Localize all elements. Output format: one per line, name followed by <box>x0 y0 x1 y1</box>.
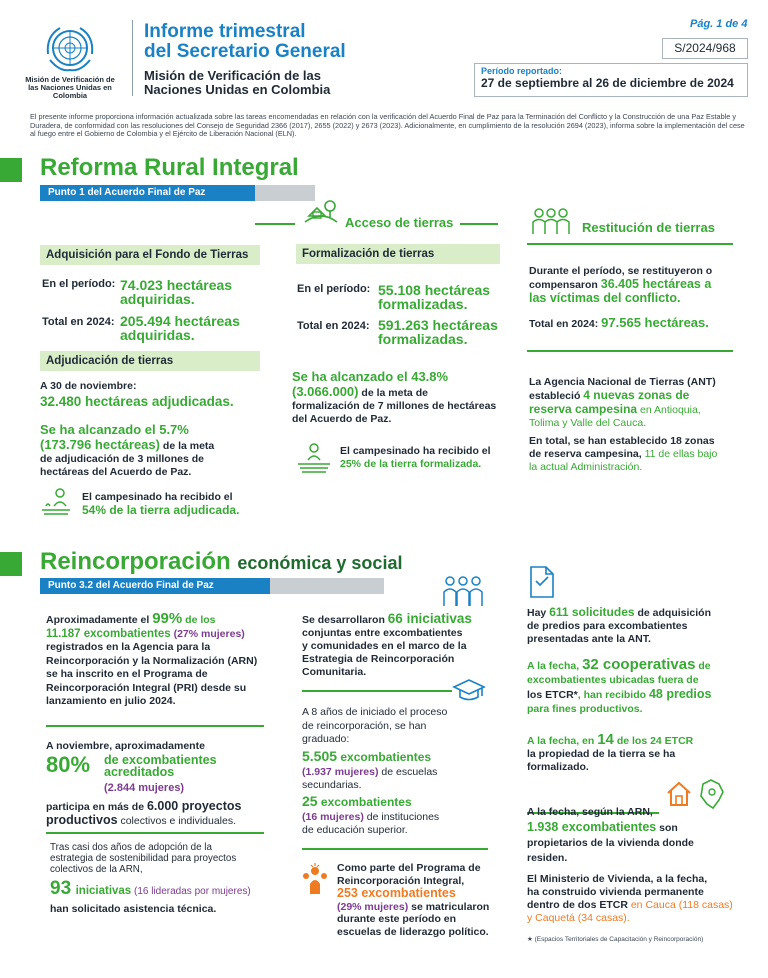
c1-g: lanzamiento en julio 2024. <box>46 695 176 707</box>
ant-zonas: 4 nuevas zonas de <box>583 388 690 402</box>
adj-date: A 30 de noviembre: <box>40 380 137 392</box>
c3-48: 48 predios <box>648 687 712 701</box>
c1-acreditados <box>104 754 217 778</box>
c1-exc2: acreditados <box>104 765 175 779</box>
c2-b: conjuntas entre excombatientes <box>302 627 463 639</box>
subtitle-line-1: Misión de Verificación de las <box>144 68 322 83</box>
c3-g: para fines productivos. <box>527 703 643 715</box>
c1-part-c: productivos <box>46 813 118 827</box>
adq-periodo-value <box>120 278 232 306</box>
c2-c: y comunidades en el marco de la <box>302 640 467 652</box>
c3-d1: A la fecha, <box>527 660 583 672</box>
rest-period-text <box>529 265 744 306</box>
c2-o: Como parte del Programa de <box>337 862 481 874</box>
form-campesinado <box>340 445 491 471</box>
ant-reserva: reserva campesina <box>529 402 638 416</box>
page-number: Pág. 1 de 4 <box>690 18 748 30</box>
c2-e: Comunitaria. <box>302 666 367 678</box>
c2-divider-1 <box>302 690 452 692</box>
c2-matricularon: se matricularon <box>408 900 490 913</box>
section-marker-rein <box>0 552 22 576</box>
zonas-total-text <box>529 435 744 474</box>
rein-c2-graduados <box>302 706 507 747</box>
section-title-rri: Reforma Rural Integral <box>40 154 299 181</box>
c2-s: durante este período en <box>337 913 457 925</box>
c2-g: de reincorporación, se han <box>302 719 427 732</box>
c3-a3: de adquisición <box>634 607 712 619</box>
c3-c: presentadas ante la ANT. <box>527 633 651 645</box>
c2-5505: 5.505 <box>302 748 338 764</box>
adj-meta <box>40 423 270 479</box>
c1-tras-a: Tras casi dos años de adopción de la <box>50 842 212 853</box>
ant-text <box>529 376 744 430</box>
rein-c3-etcr <box>527 733 742 774</box>
c3-j: formalizado. <box>527 761 589 773</box>
c3-14: 14 <box>597 731 614 748</box>
form-camp-pct: 25% de la tierra formalizada. <box>340 458 482 470</box>
c1-e: se ha inscrito en el Programa de <box>46 668 208 680</box>
c3-p: ha construido vivienda permanente <box>527 886 704 898</box>
adquisicion-heading: Adquisición para el Fondo de Tierras <box>40 245 260 265</box>
rein-c2-secundaria <box>302 750 507 793</box>
c1-exc1: de excombatientes <box>104 753 217 767</box>
form-total-value <box>378 318 498 346</box>
adq-total-label: Total en 2024: <box>42 316 115 328</box>
c3-n: residen. <box>527 852 568 864</box>
zonas-11: 11 de ellas bajo <box>644 448 718 460</box>
c1-93-num: 93 <box>50 878 72 899</box>
title-line-2: del Secretario General <box>144 41 346 62</box>
c1-93-lid: (16 lideradas por mujeres) <box>131 886 251 897</box>
form-meta-line3: formalización de 7 millones de hectáreas <box>292 400 497 412</box>
c3-h1: A la fecha, en <box>527 735 598 747</box>
form-periodo-value <box>378 283 490 311</box>
c1-a1: Aproximadamente el <box>46 614 153 626</box>
adj-camp-pct: 54% de la tierra adjudicada. <box>82 503 240 517</box>
farmer-field-icon <box>40 486 72 518</box>
rest-line2a: compensaron <box>529 279 601 291</box>
adq-periodo-value-2: adquiridas. <box>120 291 195 307</box>
document-reference: S/2024/968 <box>662 38 748 59</box>
section-tag-rri: Punto 1 del Acuerdo Final de Paz <box>40 185 315 201</box>
c1-part-a: participa en más de <box>46 801 147 813</box>
rein-c3-vivienda <box>527 805 742 866</box>
adjudicacion-heading: Adjudicación de tierras <box>40 351 260 371</box>
c3-e: excombatientes ubicadas fuera de <box>527 674 699 686</box>
speaker-group-icon <box>302 862 328 896</box>
un-emblem-logo <box>40 24 100 76</box>
c3-a1: Hay <box>527 607 550 619</box>
c1-f: Reincorporación Integral (PRI) desde su <box>46 681 247 694</box>
period-box <box>474 63 748 97</box>
c2-escuelas: de escuelas <box>378 765 438 778</box>
c3-caqueta: y Caquetá (34 casas). <box>527 912 630 924</box>
c2-p: Reincorporación Integral, <box>337 874 465 887</box>
c3-611: 611 solicitudes <box>549 605 635 619</box>
form-total-value-2: formalizadas. <box>378 331 468 347</box>
c3-k: A la fecha, según la ARN, <box>527 806 653 818</box>
adj-value: 32.480 hectáreas adjudicadas. <box>40 394 234 409</box>
c1-participa <box>46 800 276 828</box>
c2-d: Estrategia de Reincorporación <box>302 653 455 665</box>
c2-253: 253 excombatientes <box>337 886 456 900</box>
rest-victims: las víctimas del conflicto. <box>529 291 681 305</box>
c3-son: son <box>656 822 678 834</box>
acceso-line-right <box>460 223 498 225</box>
form-periodo-value-1: 55.108 hectáreas <box>378 282 491 298</box>
c1-2844: (2.844 mujeres) <box>104 782 185 794</box>
rein-c3-cooperativas <box>527 658 742 716</box>
graduation-cap-icon <box>452 678 486 702</box>
ant-tolima: Tolima y Valle del Cauca. <box>529 417 647 429</box>
c3-1938: 1.938 excombatientes <box>527 820 657 834</box>
ant-line2a: estableció <box>529 390 584 402</box>
adq-total-value-2: adquiridas. <box>120 327 195 343</box>
c2-16: (16 mujeres) <box>302 810 364 823</box>
c1-part-b: 6.000 proyectos <box>146 799 242 813</box>
c1-nov: A noviembre, aproximadamente <box>46 740 205 752</box>
c3-o: El Ministerio de Vivienda, a la fecha, <box>527 873 708 885</box>
acceso-line-left <box>255 223 295 225</box>
acceso-title: Acceso de tierras <box>345 215 454 230</box>
c3-cauca: en Cauca (118 casas) <box>630 899 733 911</box>
zonas-line1: En total, se han establecido 18 zonas <box>529 435 715 447</box>
team-icon <box>440 574 486 608</box>
rest-line1: Durante el período, se restituyeron o <box>529 265 713 277</box>
c1-tras-b: estrategia de sostenibilidad para proyectos <box>50 853 237 864</box>
c2-t: escuelas de liderazgo político. <box>337 925 489 938</box>
c1-80pct: 80% <box>46 752 91 777</box>
etcr-footnote: ★ (Espacios Territoriales de Capacitación y Reincorporación) <box>527 936 704 943</box>
zonas-admin: la actual Administración. <box>529 461 643 473</box>
c2-h: graduado: <box>302 733 350 745</box>
rein-c3-solicitudes <box>527 606 742 646</box>
c1-99pct: 99% <box>152 610 183 627</box>
c2-1937: (1.937 mujeres) <box>302 765 379 778</box>
form-meta-line4: del Acuerdo de Paz. <box>292 413 392 425</box>
form-meta <box>292 370 507 426</box>
section-tag-rein: Punto 3.2 del Acuerdo Final de Paz <box>40 578 384 594</box>
period-dates: 27 de septiembre al 26 de diciembre de 2024 <box>481 76 734 90</box>
ant-antioquia: en Antioquia, <box>637 404 701 416</box>
intro-paragraph: El presente informe proporciona información actualizada sobre las tareas encomendadas en relación con la verificación del Acuerdo Final de Paz para la Terminación del Conflicto y la Construcción de una Paz Estable y Duradera, de conformidad con las resoluciones del Consejo de Seguridad 2366 (2017), 2655 (2022) y 2673 (2023). Adicionalmente, en cumplimiento de la resolución 2694 (2023), informa sobre la implementación del cese al fuego entre el Gobierno de Colombia y el Ejército de Liberación Nacional (ELN). <box>30 112 745 139</box>
c2-excomb2: excombatientes <box>317 795 412 809</box>
form-meta-pct: Se ha alcanzado el 43.8% <box>292 369 449 384</box>
c3-q1: dentro de dos ETCR <box>527 899 631 911</box>
rein-c2-superior <box>302 795 507 838</box>
people-group-icon <box>530 206 572 236</box>
field-rows-icon <box>296 442 332 476</box>
c2-superior: de educación superior. <box>302 824 408 836</box>
report-title <box>144 22 404 62</box>
form-camp-text: El campesinado ha recibido el <box>340 445 491 457</box>
form-meta-ha: (3.066.000) <box>292 384 359 399</box>
adj-camp-text: El campesinado ha recibido el <box>82 491 233 503</box>
c2-excomb1: excombatientes <box>337 750 432 764</box>
c1-excomb: 11.187 excombatientes <box>46 627 171 640</box>
adj-meta-pct: Se ha alcanzado el 5.7% <box>40 422 189 437</box>
farm-icon <box>303 196 339 226</box>
c1-c: registrados en la Agencia para la <box>46 641 211 653</box>
rein-c3-ministerio <box>527 873 747 925</box>
c1-mujeres: (27% mujeres) <box>170 627 245 640</box>
rest-total <box>529 316 709 331</box>
c2-f: A 8 años de iniciado el proceso <box>302 706 448 718</box>
c2-29pct: (29% mujeres) <box>337 900 409 913</box>
adq-total-value <box>120 314 240 342</box>
adq-total-value-1: 205.494 hectáreas <box>120 313 240 329</box>
restitucion-title: Restitución de tierras <box>582 220 715 235</box>
adj-meta-line4: hectáreas del Acuerdo de Paz. <box>40 466 192 478</box>
rein-c2-iniciativas <box>302 612 502 679</box>
rest-ha-value: 36.405 hectáreas a <box>600 277 712 291</box>
rest-total-label: Total en 2024: <box>529 318 602 330</box>
c1-tras <box>50 842 280 875</box>
zonas-line2a: de reserva campesina, <box>529 448 645 460</box>
adj-meta-ha: (173.796 hectáreas) <box>40 437 160 452</box>
adj-meta-text: de la meta <box>159 440 215 452</box>
section-title-rein <box>40 548 402 576</box>
rest-total-value: 97.565 hectáreas. <box>601 315 709 330</box>
c2-divider-2 <box>302 848 488 850</box>
restitucion-underline <box>527 243 733 245</box>
rein-title-small: económica y social <box>237 553 403 573</box>
form-periodo-label: En el período: <box>297 283 371 295</box>
c2-secundarias: secundarias. <box>302 779 362 791</box>
c3-b: de predios para excombatientes <box>527 620 688 632</box>
form-periodo-value-2: formalizadas. <box>378 296 468 312</box>
title-line-1: Informe trimestral <box>144 21 306 42</box>
c2-a1: Se desarrollaron <box>302 614 388 626</box>
adq-periodo-value-1: 74.023 hectáreas <box>120 277 233 293</box>
c1-93-ini: iniciativas <box>75 885 132 897</box>
header-divider <box>132 20 133 96</box>
c2-25: 25 <box>302 793 318 809</box>
document-icon <box>528 565 556 599</box>
report-subtitle <box>144 69 384 97</box>
c1-divider-2 <box>46 832 264 834</box>
rein-c2-liderazgo <box>337 862 507 938</box>
c2-66: 66 iniciativas <box>387 611 472 626</box>
c3-d3: de <box>695 660 711 672</box>
form-total-label: Total en 2024: <box>297 320 370 332</box>
c1-divider-1 <box>46 725 264 727</box>
form-total-value-1: 591.263 hectáreas <box>378 317 498 333</box>
c3-f2: , han recibido <box>577 689 649 701</box>
section-marker-rri <box>0 158 22 182</box>
c1-d: Reincorporación y la Normalización (ARN) <box>46 654 258 667</box>
c1-tras-c: colectivos de la ARN, <box>50 864 143 875</box>
subtitle-line-2: Naciones Unidas en Colombia <box>144 82 331 97</box>
c3-h3: de los 24 ETCR <box>613 735 694 747</box>
c3-32: 32 cooperativas <box>582 656 696 673</box>
ant-line1: La Agencia Nacional de Tierras (ANT) <box>529 376 716 388</box>
adj-campesinado <box>82 491 239 518</box>
c3-m: propietarios de la vivienda donde <box>527 837 694 849</box>
form-meta-text: de la meta de <box>358 387 428 399</box>
c1-part-d: colectivos e individuales. <box>117 815 237 827</box>
c2-instituciones: de instituciones <box>363 810 440 823</box>
restitucion-divider <box>527 350 733 352</box>
period-label: Período reportado: <box>481 66 563 76</box>
logo-caption: Misión de Verificación de las Naciones Unidas en Colombia <box>25 75 115 100</box>
house-icon <box>665 780 693 808</box>
c1-solicitado: han solicitado asistencia técnica. <box>50 903 217 915</box>
c3-etcr: los ETCR* <box>527 689 578 701</box>
rein-title-main: Reincorporación <box>40 548 231 575</box>
c1-a3: de los <box>182 614 216 626</box>
adj-meta-line3: de adjudicación de 3 millones de <box>40 453 204 465</box>
formalizacion-heading: Formalización de tierras <box>296 244 500 264</box>
rein-c1-block1 <box>46 612 278 709</box>
adq-periodo-label: En el período: <box>42 278 116 290</box>
c1-93 <box>50 878 251 900</box>
c3-i: la propiedad de la tierra se ha <box>527 748 676 760</box>
